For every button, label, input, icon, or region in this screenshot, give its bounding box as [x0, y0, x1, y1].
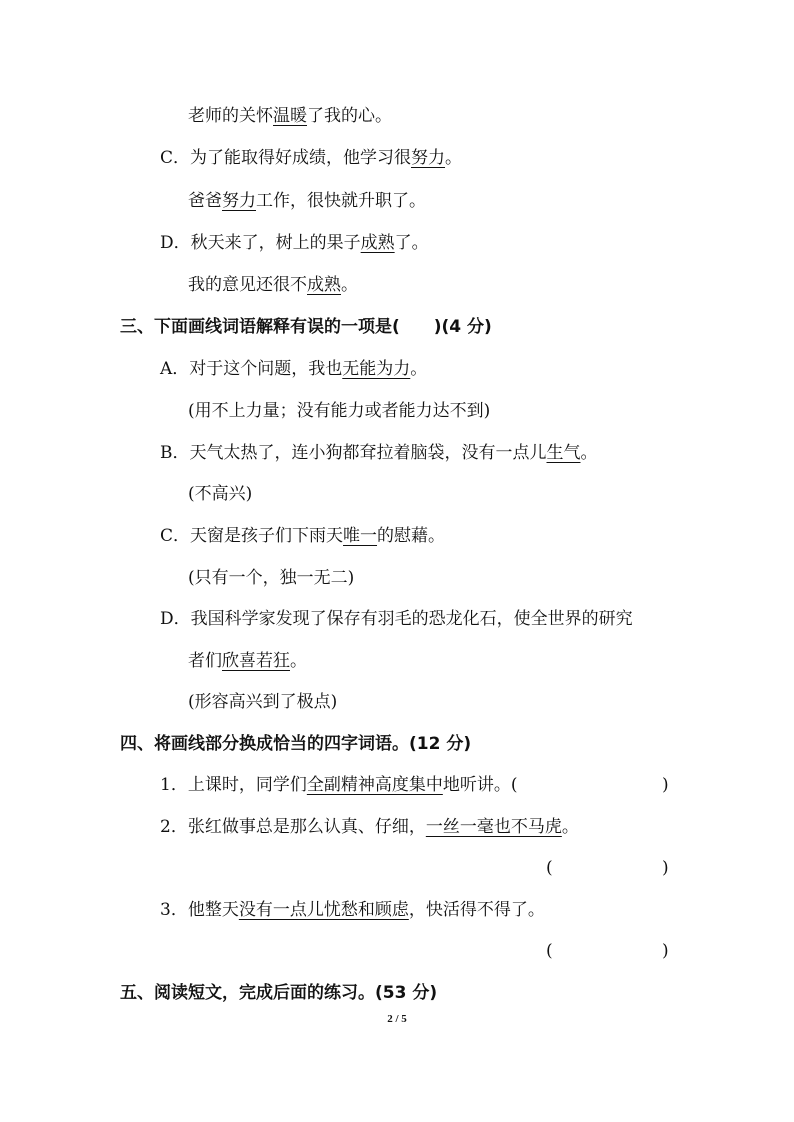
text-segment: 。: [561, 817, 579, 837]
text-line: [188, 273, 358, 297]
text-segment: 。: [341, 275, 358, 295]
text-segment: 五、阅读短文，完成后面的练习。(53 分): [120, 983, 438, 1003]
text-segment: 。: [290, 651, 307, 671]
question-2-line: [160, 815, 579, 839]
text-line: [188, 649, 307, 673]
section-4-heading: [120, 732, 471, 756]
question-1-line: [160, 773, 517, 797]
underlined-term: 努力: [222, 191, 256, 211]
underlined-term: 没有一点儿忧愁和顾虑: [238, 900, 409, 920]
text-segment: 三、下面画线词语解释有误的一项是( )(4 分): [120, 317, 492, 337]
underlined-term: 唯一: [343, 526, 378, 546]
text-segment: 地听讲。(: [442, 775, 518, 795]
answer-blank-close: ): [662, 858, 669, 878]
section-3-heading: [120, 315, 492, 339]
text-segment: (用不上力量；没有能力或者能力达不到): [188, 401, 491, 421]
option-c-line: [160, 146, 462, 170]
answer-blank-open: [546, 856, 553, 880]
text-segment: 工作，很快就升职了。: [256, 191, 426, 211]
answer-blank-open: [546, 939, 553, 963]
section-5-heading: [120, 981, 437, 1005]
text-segment: 四、将画线部分换成恰当的四字词语。(12 分): [120, 734, 472, 754]
underlined-term: 生气: [546, 443, 581, 463]
text-segment: 3．他整天: [160, 900, 239, 920]
text-segment: 。: [445, 148, 463, 168]
underlined-term: 努力: [411, 148, 446, 168]
underlined-term: 温暖: [273, 106, 307, 126]
text-segment: 爸爸: [188, 191, 222, 211]
underlined-term: 欣喜若狂: [222, 651, 290, 671]
text-segment: D．我国科学家发现了保存有羽毛的恐龙化石，使全世界的研究: [160, 609, 633, 629]
text-segment: A．对于这个问题，我也: [160, 359, 343, 379]
answer-blank-close: ): [662, 775, 669, 795]
option-c-line: [160, 524, 445, 548]
text-segment: 的慰藉。: [377, 526, 446, 546]
page-number: 2 / 5: [387, 1013, 407, 1025]
underlined-term: 成熟: [360, 233, 395, 253]
option-b-line: [160, 441, 598, 465]
text-segment: 老师的关怀: [188, 106, 273, 126]
text-segment: C．天窗是孩子们下雨天: [160, 526, 344, 546]
text-segment: (只有一个，独一无二): [188, 568, 355, 588]
text-segment: 。: [580, 443, 598, 463]
option-d-line: [160, 231, 429, 255]
text-segment: ，快活得不得了。: [408, 900, 545, 920]
text-segment: 了。: [394, 233, 429, 253]
explanation-line: [188, 566, 354, 590]
text-segment: 我的意见还很不: [188, 275, 307, 295]
text-segment: 。: [410, 359, 428, 379]
option-d-line: [160, 607, 633, 631]
text-line: [188, 104, 392, 128]
text-segment: (不高兴): [188, 484, 253, 504]
option-a-line: [160, 357, 427, 381]
explanation-line: [188, 690, 337, 714]
explanation-line: [188, 482, 252, 506]
text-segment: D．秋天来了，树上的果子: [160, 233, 361, 253]
text-segment: B．天气太热了，连小狗都耷拉着脑袋，没有一点儿: [160, 443, 547, 463]
text-segment: 1．上课时，同学们: [160, 775, 307, 795]
text-segment: C．为了能取得好成绩，他学习很: [160, 148, 412, 168]
underlined-term: 一丝一毫也不马虎: [425, 817, 562, 837]
text-segment: 者们: [188, 651, 222, 671]
question-3-line: [160, 898, 545, 922]
explanation-line: [188, 399, 490, 423]
text-segment: (: [546, 941, 553, 961]
text-line: [188, 189, 426, 213]
underlined-term: 无能为力: [342, 359, 411, 379]
text-segment: 2．张红做事总是那么认真、仔细，: [160, 817, 426, 837]
underlined-term: 成熟: [307, 275, 341, 295]
answer-blank-close: ): [662, 941, 669, 961]
text-segment: (: [546, 858, 553, 878]
text-segment: (形容高兴到了极点): [188, 692, 338, 712]
text-segment: 了我的心。: [307, 106, 392, 126]
underlined-term: 全副精神高度集中: [306, 775, 443, 795]
